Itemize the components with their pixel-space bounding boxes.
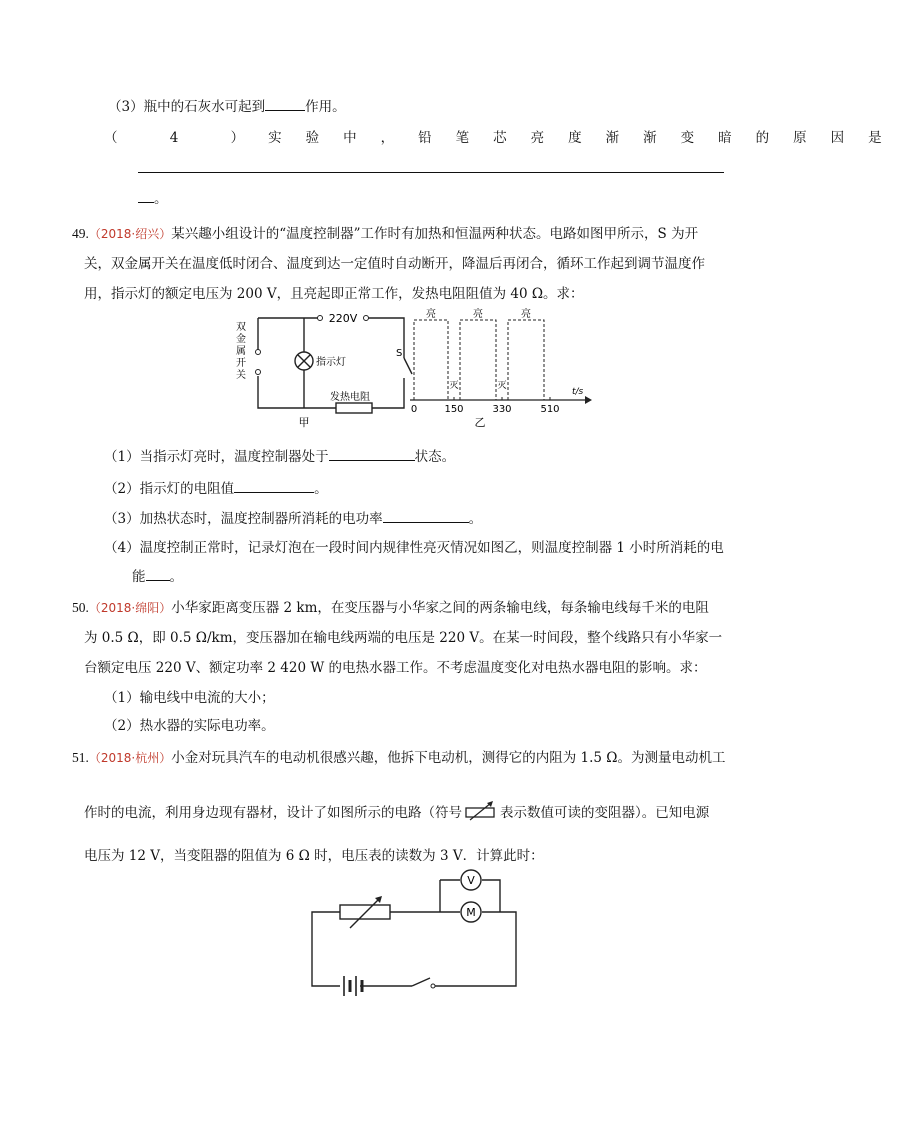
q49-yi-tick-label: 330	[492, 404, 512, 415]
q49-jia-switch-label: S	[396, 348, 403, 359]
q49-jia-bimetal-char: 双	[236, 322, 246, 333]
q48-part3-blank	[265, 96, 305, 111]
q51-voltmeter-label: V	[467, 874, 475, 887]
q49-jia-bimetal-char: 属	[236, 346, 246, 357]
q48-part4-answer-line	[138, 172, 724, 173]
q49-jia-caption: 甲	[298, 416, 310, 429]
q49-part3-suffix: 。	[468, 511, 483, 527]
q49-jia-bimetal-char: 关	[236, 370, 246, 381]
q49-yi-on-label: 亮	[426, 309, 436, 320]
q48-part3-prefix: （3）瓶中的石灰水可起到	[108, 99, 266, 115]
q50-number: 50.	[72, 600, 89, 615]
q49-yi-on-pulse	[460, 320, 496, 400]
q49-part1-suffix: 状态。	[414, 449, 456, 465]
q49-part1	[104, 446, 455, 467]
q49-source: （2018·绍兴）	[88, 227, 172, 241]
variable-resistor-symbol-icon	[464, 800, 498, 822]
q49-jia-heater-icon	[336, 403, 372, 413]
q49-jia-bimetal-char: 开	[236, 358, 246, 369]
q49-part4-line2	[132, 566, 183, 587]
q51-circuit-diagram	[300, 868, 530, 998]
q50-part1: （1）输电线中电流的大小；	[104, 690, 275, 706]
q49-part1-prefix: （1）当指示灯亮时，温度控制器处于	[104, 449, 329, 465]
q49-part2-blank	[234, 478, 314, 493]
q48-part3-suffix: 作用。	[305, 99, 346, 115]
q48-part4-end-mark: 。	[154, 191, 168, 207]
q51-line2	[84, 800, 709, 823]
q49-jia-right-wire	[372, 378, 404, 408]
q49-part1-blank	[329, 446, 415, 461]
q49-jia-bimetal-terminal-top	[256, 350, 261, 355]
q49-part3-prefix: （3）加热状态时，温度控制器所消耗的电功率	[104, 511, 383, 527]
q49-line2: 关，双金属开关在温度低时闭合、温度到达一定值时自动断开，降温后再闭合，循环工作起到调节温度作	[84, 256, 705, 272]
q49-yi-on-pulse	[508, 320, 544, 400]
q49-jia-supply-terminal-right	[364, 316, 369, 321]
q48-part4-end-blank	[138, 188, 154, 203]
q51-number: 51.	[72, 750, 89, 765]
q49-number: 49.	[72, 226, 89, 241]
q49-jia-voltage-label: 220V	[328, 312, 358, 325]
q50-source: （2018·绵阳）	[88, 601, 172, 615]
q50-line3: 台额定电压 220 V、额定功率 2 420 W 的电热水器工作。不考虑温度变化对电热水器电阻的影响。求：	[84, 660, 707, 676]
q49-part2	[104, 478, 328, 499]
q51-line2-prefix: 作时的电流，利用身边现有器材，设计了如图所示的电路（符号	[84, 805, 462, 821]
q49-part4-blank	[146, 566, 170, 581]
q49-yi-off-label: 灭	[497, 381, 507, 391]
q49-jia-heater-label: 发热电阻	[330, 392, 370, 403]
q49-part3-blank	[383, 508, 469, 523]
q49-yi-tick-label: 0	[410, 404, 418, 415]
q51-variable-resistor	[340, 905, 390, 919]
q49-part3	[104, 508, 482, 529]
q49-yi-tick-label: 510	[540, 404, 560, 415]
q49-part2-suffix: 。	[314, 481, 328, 497]
q49-part4-line1: （4）温度控制正常时，记录灯泡在一段时间内规律性亮灭情况如图乙，则温度控制器 1 小时所消耗的电	[104, 540, 724, 556]
q49-part4-prefix: 能	[132, 569, 146, 585]
q49-part2-prefix: （2）指示灯的电阻值	[104, 481, 235, 497]
q49-timing-chart-yi	[402, 306, 600, 430]
q49-yi-off-label: 灭	[449, 381, 459, 391]
q49-jia-lamp-label: 指示灯	[316, 357, 346, 368]
q51-left-wire	[312, 912, 340, 986]
q51-switch-terminal	[431, 984, 435, 988]
q49-line1-text: 某兴趣小组设计的“温度控制器”工作时有加热和恒温两种状态。电路如图甲所示，S 为开	[171, 226, 699, 242]
q49-line1	[72, 224, 698, 244]
q49-yi-on-label: 亮	[473, 309, 483, 320]
q49-yi-on-label: 亮	[521, 309, 531, 320]
q49-jia-bimetal-char: 金	[236, 334, 246, 345]
q51-switch-icon	[412, 978, 430, 986]
q48-part3	[108, 96, 346, 117]
q49-jia-bottom-wire	[258, 376, 336, 408]
q49-yi-axis-label: t/s	[572, 387, 584, 397]
q51-line1	[72, 748, 725, 768]
q49-yi-marks	[411, 308, 560, 415]
q51-line1-text: 小金对玩具汽车的电动机很感兴趣，他拆下电动机，测得它的内阻为 1.5 Ω。为测量电动机工	[171, 750, 726, 766]
q48-part4-end	[138, 188, 168, 209]
q49-jia-bimetal-label	[236, 321, 246, 381]
q49-yi-tick-label: 150	[444, 404, 464, 415]
q51-top-wire-b	[482, 880, 500, 912]
q51-motor-label: M	[466, 906, 476, 919]
q50-line1	[72, 598, 709, 618]
q49-yi-caption: 乙	[474, 416, 486, 429]
q50-line2: 为 0.5 Ω，即 0.5 Ω/km，变压器加在输电线两端的电压是 220 V。在某一时间段，整个线路只有小华家一	[84, 630, 723, 646]
q51-source: （2018·杭州）	[88, 751, 172, 765]
q49-circuit-diagram-jia	[228, 306, 418, 430]
q51-right-wire	[434, 912, 516, 986]
q50-line1-text: 小华家距离变压器 2 km，在变压器与小华家之间的两条输电线，每条输电线每千米的电阻	[171, 600, 709, 616]
q49-line3: 用，指示灯的额定电压为 200 V，且亮起即正常工作，发热电阻阻值为 40 Ω。求：	[84, 286, 584, 302]
q48-part4: （ 4 ）实验中，铅笔芯亮度渐渐变暗的原因是	[104, 130, 906, 146]
q51-variable-resistor-arrow	[350, 898, 380, 928]
q49-part4-suffix: 。	[169, 569, 183, 585]
q49-jia-bimetal-terminal-bottom	[256, 370, 261, 375]
q49-yi-axis-arrow-icon	[585, 396, 592, 404]
q51-line2-suffix: 表示数值可读的变阻器）。已知电源	[500, 805, 710, 821]
q49-yi-on-pulse	[414, 320, 448, 400]
q50-part2: （2）热水器的实际电功率。	[104, 718, 275, 734]
q49-jia-supply-terminal-left	[318, 316, 323, 321]
q51-line3: 电压为 12 V，当变阻器的阻值为 6 Ω 时，电压表的读数为 3 V．计算此时：	[84, 848, 544, 864]
